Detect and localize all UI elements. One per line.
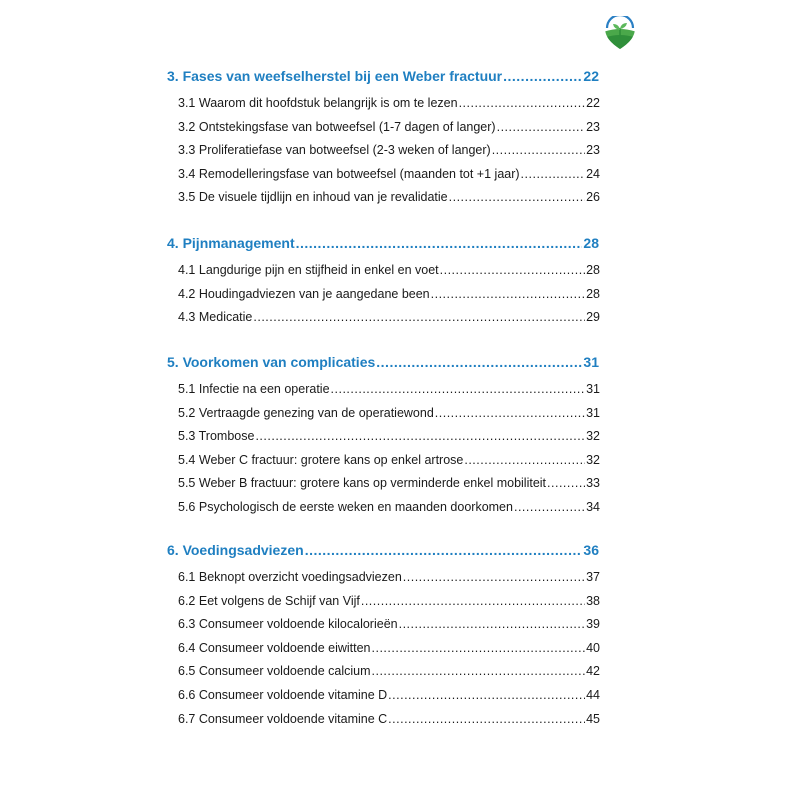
section-entry-number: 3.1: [178, 96, 196, 110]
section-entry-number: 3.2: [178, 119, 196, 134]
section-entry-page-number: 29: [586, 310, 600, 325]
section-entry-title: Beknopt overzicht voedingsadviezen: [198, 570, 402, 584]
section-entry-page-number: 40: [586, 640, 600, 655]
dot-leader: [464, 453, 585, 467]
chapter-entry-page-number: 36: [583, 542, 599, 558]
section-entry-label: [178, 190, 448, 204]
section-entry-page-number: 32: [586, 429, 600, 444]
section-entry[interactable]: [178, 476, 600, 490]
section-entry[interactable]: [178, 594, 600, 608]
section-entry-title: Weber C fractuur: grotere kans op enkel artrose: [198, 452, 464, 467]
section-entry[interactable]: [178, 96, 600, 110]
section-entry-number: 5.4: [178, 452, 196, 467]
section-entry-label: [178, 712, 387, 726]
section-entry-label: [178, 594, 360, 608]
section-entry-page-number: 23: [586, 119, 600, 134]
section-entry-title: Medicatie: [198, 310, 253, 325]
section-entry-number: 6.6: [178, 688, 196, 702]
section-entry-label: [178, 570, 402, 584]
dot-leader: [399, 617, 585, 631]
section-entry-number: 6.2: [178, 593, 196, 608]
section-entry-title: Houdingadviezen van je aangedane been: [198, 286, 430, 301]
chapter-entry-number: 6.: [167, 542, 179, 558]
section-entry-label: [178, 617, 398, 631]
section-entry-label: [178, 641, 371, 655]
dot-leader: [492, 143, 585, 157]
dot-leader: [331, 382, 586, 396]
chapter-entry-page-number: 28: [583, 235, 599, 251]
section-entry-page-number: 42: [586, 664, 600, 679]
section-entry-title: Consumeer voldoende vitamine D: [198, 688, 388, 702]
section-entry-number: 4.3: [178, 310, 196, 325]
chapter-entry-label: [167, 354, 375, 370]
chapter-entry-title: Voorkomen van complicaties: [182, 354, 376, 370]
section-entry[interactable]: [178, 143, 600, 157]
section-entry[interactable]: [178, 641, 600, 655]
section-entry[interactable]: [178, 617, 600, 631]
dot-leader: [449, 190, 585, 204]
section-entry-title: Eet volgens de Schijf van Vijf: [198, 593, 360, 608]
section-entry-label: [178, 664, 371, 678]
chapter-entry-number: 4.: [167, 235, 179, 251]
section-entry-label: [178, 476, 546, 490]
dot-leader: [255, 429, 585, 443]
dot-leader: [361, 594, 585, 608]
section-entry-page-number: 26: [586, 190, 600, 205]
sprout-heart-logo-icon: [603, 16, 637, 50]
chapter-entry-title: Voedingsadviezen: [182, 542, 304, 558]
chapter-entry-page-number: 22: [583, 68, 599, 84]
dot-leader: [514, 500, 585, 514]
section-entry-number: 6.7: [178, 711, 196, 726]
section-entry-number: 3.3: [178, 143, 196, 158]
dot-leader: [253, 310, 585, 324]
section-entry-title: Consumeer voldoende eiwitten: [198, 640, 371, 655]
section-entry-label: [178, 143, 491, 157]
chapter-entry-title: Pijnmanagement: [182, 235, 295, 251]
section-entry[interactable]: [178, 712, 600, 726]
section-entry-number: 5.3: [178, 429, 196, 444]
dot-leader: [388, 688, 585, 702]
section-entry-title: Remodelleringsfase van botweefsel (maanden tot +1 jaar): [198, 166, 520, 181]
section-entry[interactable]: [178, 287, 600, 301]
dot-leader: [296, 235, 583, 251]
section-entry-page-number: 23: [586, 143, 600, 158]
section-entry[interactable]: [178, 167, 600, 181]
section-entry-label: [178, 453, 463, 467]
section-entry-page-number: 22: [586, 96, 600, 110]
section-entry[interactable]: [178, 310, 600, 324]
section-entry-page-number: 28: [586, 286, 600, 301]
section-entry-label: [178, 96, 458, 110]
dot-leader: [497, 120, 586, 134]
chapter-entry-number: 5.: [167, 354, 179, 370]
section-entry-label: [178, 500, 513, 514]
section-entry[interactable]: [178, 120, 600, 134]
section-entry-label: [178, 287, 430, 301]
section-entry-title: Weber B fractuur: grotere kans op verminderde enkel mobiliteit: [198, 476, 547, 491]
dot-leader: [459, 96, 586, 110]
section-entry-title: Consumeer voldoende vitamine C: [198, 711, 388, 726]
section-entry-title: Trombose: [198, 429, 255, 444]
section-entry-title: Vertraagde genezing van de operatiewond: [198, 405, 434, 420]
section-entry-title: Consumeer voldoende kilocalorieën: [198, 617, 398, 632]
dot-leader: [372, 664, 586, 678]
section-entry-title: Ontstekingsfase van botweefsel (1-7 dagen of langer): [198, 119, 496, 134]
section-entry-number: 6.4: [178, 640, 196, 655]
section-entry-page-number: 45: [586, 711, 600, 726]
section-entry-page-number: 44: [586, 688, 600, 702]
section-entry[interactable]: [178, 406, 600, 420]
section-entry-page-number: 31: [586, 405, 600, 420]
section-entry-label: [178, 167, 520, 181]
chapter-entry-page-number: 31: [583, 354, 599, 370]
chapter-entry[interactable]: [167, 68, 599, 84]
section-entry-number: 5.2: [178, 405, 196, 420]
section-entry-title: Consumeer voldoende calcium: [198, 664, 371, 679]
dot-leader: [547, 476, 585, 490]
section-entry-page-number: 38: [586, 593, 600, 608]
dot-leader: [305, 542, 583, 558]
chapter-entry-label: [167, 68, 502, 84]
section-entry-page-number: 33: [586, 476, 600, 491]
chapter-entry-number: 3.: [167, 68, 179, 84]
section-entry[interactable]: [178, 429, 600, 443]
chapter-entry-title: Fases van weefselherstel bij een Weber fractuur: [182, 68, 503, 84]
section-entry-title: Waarom dit hoofdstuk belangrijk is om te lezen: [198, 96, 458, 110]
section-entry-title: De visuele tijdlijn en inhoud van je revalidatie: [198, 190, 448, 205]
dot-leader: [521, 167, 586, 181]
section-entry-label: [178, 382, 330, 396]
section-entry-page-number: 37: [586, 570, 600, 584]
dot-leader: [503, 68, 582, 84]
section-entry-label: [178, 688, 387, 702]
chapter-entry[interactable]: [167, 235, 599, 251]
section-entry-title: Psychologisch de eerste weken en maanden doorkomen: [198, 500, 513, 514]
section-entry-number: 4.1: [178, 263, 196, 277]
section-entry-label: [178, 310, 252, 324]
section-entry[interactable]: [178, 190, 600, 204]
section-entry[interactable]: [178, 263, 600, 277]
dot-leader: [431, 287, 585, 301]
section-entry-page-number: 39: [586, 617, 600, 632]
chapter-entry[interactable]: [167, 542, 599, 558]
section-entry[interactable]: [178, 500, 600, 514]
chapter-entry-label: [167, 235, 295, 251]
section-entry-number: 5.6: [178, 500, 196, 514]
section-entry-number: 6.5: [178, 664, 196, 679]
section-entry-title: Infectie na een operatie: [198, 382, 330, 396]
section-entry-number: 4.2: [178, 286, 196, 301]
section-entry-page-number: 31: [586, 382, 600, 396]
section-entry-label: [178, 406, 434, 420]
section-entry-number: 3.5: [178, 190, 196, 205]
section-entry[interactable]: [178, 570, 600, 584]
section-entry[interactable]: [178, 453, 600, 467]
section-entry-title: Proliferatiefase van botweefsel (2-3 weken of langer): [198, 143, 491, 158]
section-entry-number: 3.4: [178, 166, 196, 181]
section-entry-page-number: 24: [586, 166, 600, 181]
dot-leader: [372, 641, 586, 655]
chapter-entry[interactable]: [167, 354, 599, 370]
dot-leader: [388, 712, 585, 726]
section-entry-title: Langdurige pijn en stijfheid in enkel en voet: [198, 263, 439, 277]
section-entry-page-number: 28: [586, 263, 600, 277]
section-entry-label: [178, 263, 439, 277]
section-entry-number: 6.1: [178, 570, 196, 584]
chapter-entry-label: [167, 542, 304, 558]
section-entry-number: 5.5: [178, 476, 196, 491]
section-entry[interactable]: [178, 688, 600, 702]
dot-leader: [376, 354, 582, 370]
section-entry[interactable]: [178, 382, 600, 396]
section-entry-number: 5.1: [178, 382, 196, 396]
dot-leader: [403, 570, 585, 584]
section-entry[interactable]: [178, 664, 600, 678]
section-entry-page-number: 32: [586, 452, 600, 467]
section-entry-label: [178, 429, 254, 443]
dot-leader: [440, 263, 585, 277]
section-entry-label: [178, 120, 496, 134]
section-entry-page-number: 34: [586, 500, 600, 514]
dot-leader: [435, 406, 585, 420]
section-entry-number: 6.3: [178, 617, 196, 632]
